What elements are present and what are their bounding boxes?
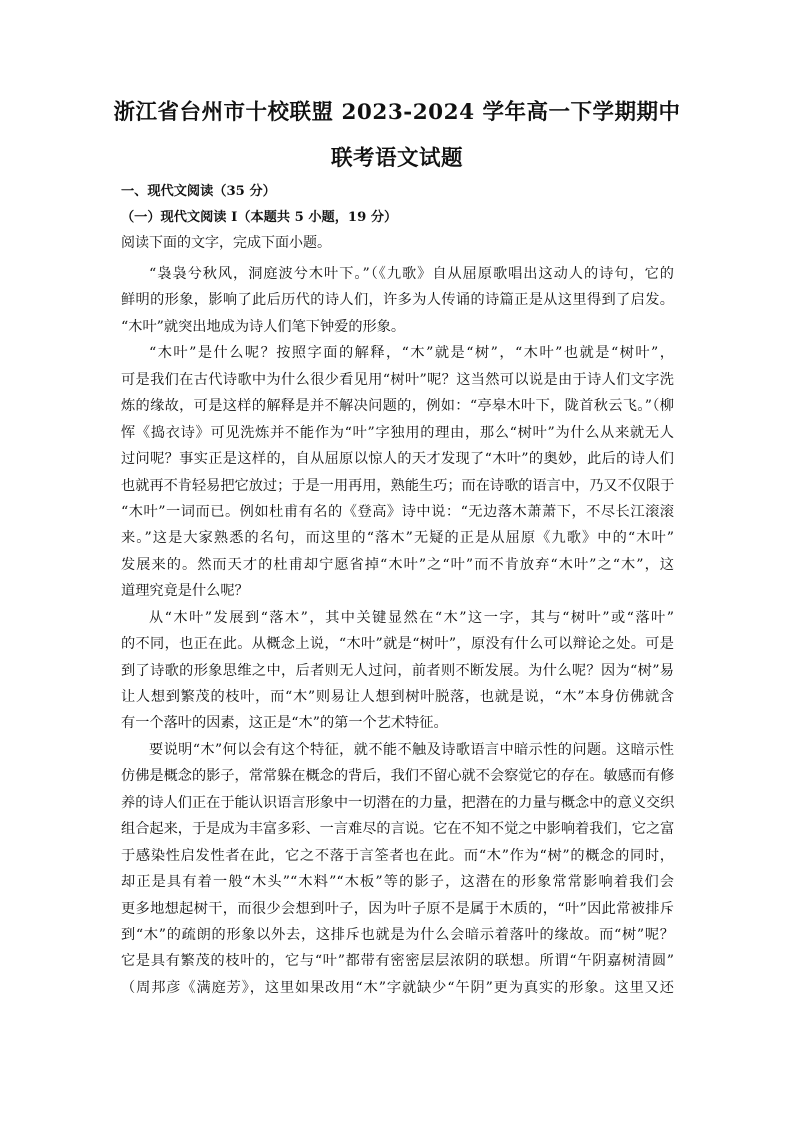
passage-line: “木叶”是什么呢？按照字面的解释，“木”就是“树”，“木叶”也就是“树叶”， [149,345,674,362]
passage-line: 组合起来，于是成为丰富多彩、一言难尽的言说。它在不知不觉之中影响着我们，它之富 [121,821,674,838]
passage-line: 来。”这是大家熟悉的名句，而这里的“落木”无疑的正是从屈原《九歌》中的“木叶” [121,530,674,547]
passage-line: “袅袅兮秋风，洞庭波兮木叶下。”（《九歌》自从屈原歌唱出这动人的诗句，它的 [149,266,674,282]
passage-line: 有一个落叶的因素，这正是“木”的第一个艺术特征。 [121,715,448,732]
passage-line: 道理究竟是什么呢？ [121,583,249,600]
passage-line: 过问呢？事实正是这样的，自从屈原以惊人的天才发现了“木叶”的奥妙，此后的诗人们 [121,451,674,468]
passage-line: “木叶”一词而已。例如杜甫有名的《登高》诗中说：“无边落木萧萧下，不尽长江滚滚 [121,503,674,520]
passage-line: （周邦彦《满庭芳》，这里如果改用“木”字就缺少“午阴”更为真实的形象。这里又还 [121,979,674,996]
passage-line: 鲜明的形象，影响了此后历代的诗人们，许多为人传诵的诗篇正是从这里得到了启发。 [121,292,674,309]
passage-line: 炼的缘故，可是这样的解释是并不解决问题的，例如：“亭皋木叶下，陇首秋云飞。”（柳 [121,398,674,415]
passage-line: 到了诗歌的形象思维之中，后者则无人过问，前者则不断发展。为什么呢？因为“树”易 [121,662,674,679]
document-title-line1: 浙江省台州市十校联盟 2023-2024 学年高一下学期期中 [113,100,681,125]
passage-body [121,261,674,1001]
passage-line: 于感染性启发性者在此，它之不落于言筌者也在此。而“木”作为“树”的概念的同时， [121,847,674,864]
passage-line: 从“木叶”发展到“落木”，其中关键显然在“木”这一字，其与“树叶”或“落叶” [149,609,674,626]
passage-line: 到“木”的疏朗的形象以外去，这排斥也就是为什么会暗示着落叶的缘故。而“树”呢？ [121,926,674,943]
passage-line: 的不同，也正在此。从概念上说，“木叶”就是“树叶”，原没有什么可以辩论之处。可是 [121,636,674,653]
passage-line: 仿佛是概念的影子，常常躲在概念的背后，我们不留心就不会察觉它的存在。敏感而有修 [121,768,674,785]
passage-line: 让人想到繁茂的枝叶，而“木”则易让人想到树叶脱落，也就是说，“木”本身仿佛就含 [121,689,674,705]
passage-line: 恽《捣衣诗》可见洗炼并不能作为“叶”字独用的理由，那么“树叶”为什么从来就无人 [121,424,674,441]
passage-line: 也就再不肯轻易把它放过；于是一用再用，熟能生巧；而在诗歌的语言中，乃又不仅限于 [121,477,674,494]
passage-line: 发展来的。然而天才的杜甫却宁愿省掉“木叶”之“叶”而不肯放弃“木叶”之“木”，这 [121,556,674,573]
passage-line: 更多地想起树干，而很少会想到叶子，因为叶子原不是属于木质的，“叶”因此常被排斥 [121,900,674,917]
passage-line: 养的诗人们正在于能认识语言形象中一切潜在的力量，把潜在的力量与概念中的意义交织 [121,794,674,811]
passage-line: “木叶”就突出地成为诗人们笔下钟爱的形象。 [121,318,406,335]
passage-line: 它是具有繁茂的枝叶的，它与“叶”都带有密密层层浓阴的联想。所谓“午阴嘉树清圆” [121,953,674,970]
instruction-text: 阅读下面的文字，完成下面小题。 [121,235,331,251]
section-heading: 一、现代文阅读（35 分） [121,184,276,199]
sub-heading: （一）现代文阅读 I（本题共 5 小题，19 分） [121,210,398,225]
passage-line: 却正是具有着一般“木头”“木料”“木板”等的影子，这潜在的形象常常影响着我们会 [121,874,674,891]
passage-line: 要说明“木”何以会有这个特征，就不能不触及诗歌语言中暗示性的问题。这暗示性 [149,741,674,758]
passage-line: 可是我们在古代诗歌中为什么很少看见用“树叶”呢？这当然可以说是由于诗人们文字洗 [121,371,674,388]
document-title-line2: 联考语文试题 [330,146,463,171]
